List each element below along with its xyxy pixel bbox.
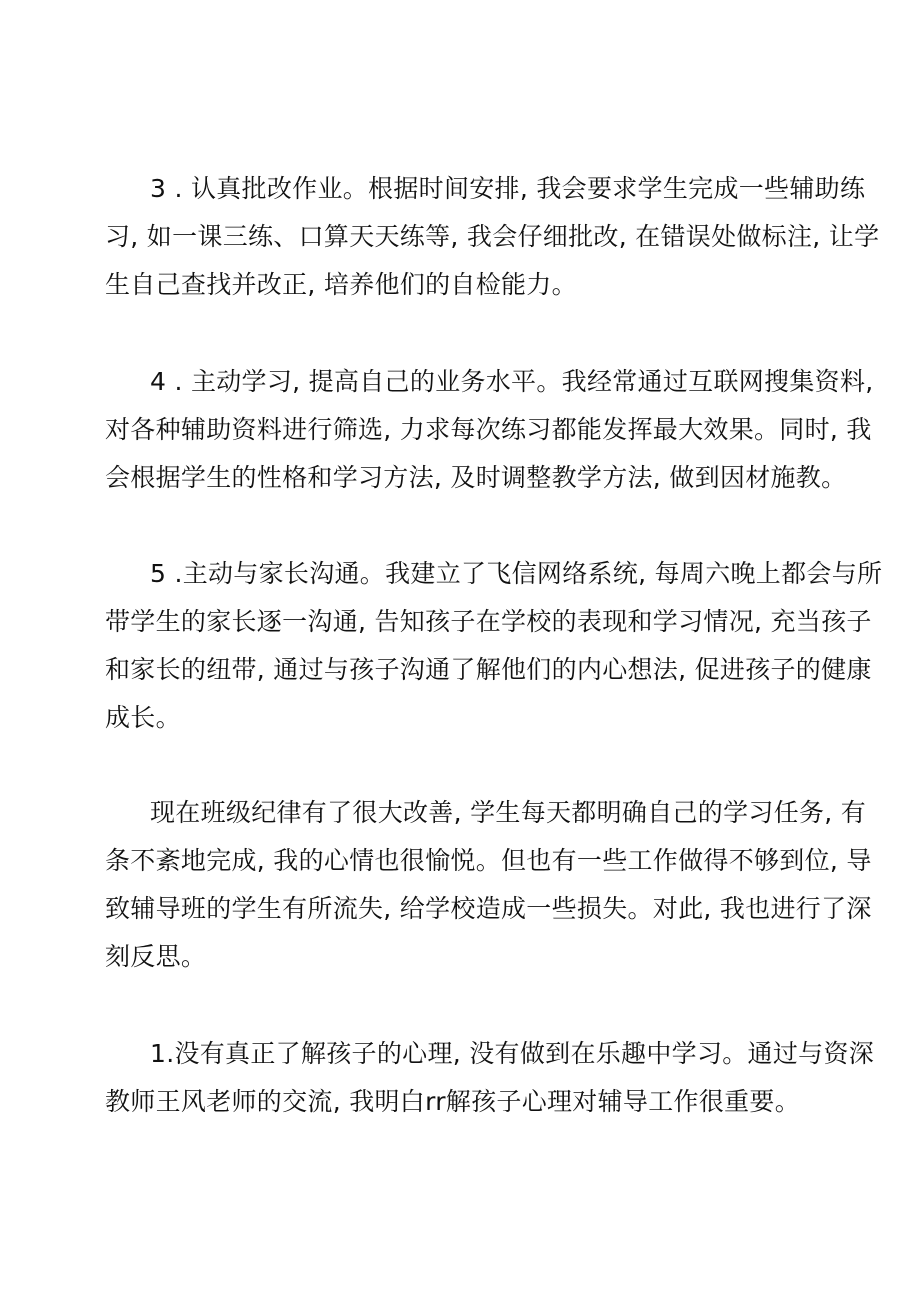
paragraph-line: 习, 如一课三练、口算天天练等, 我会仔细批改, 在错误处做标注, 让学 [105, 222, 880, 251]
paragraph-line: 对各种辅助资料进行筛选, 力求每次练习都能发挥最大效果。同时, 我 [105, 415, 872, 444]
paragraph-line: 和家长的纽带, 通过与孩子沟通了解他们的内心想法, 促进孩子的健康 [105, 655, 872, 684]
paragraph-line: 4 . 主动学习, 提高自己的业务水平。我经常通过互联网搜集资料, [150, 367, 874, 396]
paragraph-line: 刻反思。 [105, 942, 207, 971]
paragraph-line: 生自己查找并改正, 培养他们的自检能力。 [105, 270, 577, 299]
paragraph-line: 致辅导班的学生有所流失, 给学校造成一些损失。对此, 我也进行了深 [105, 894, 872, 923]
paragraph-line: 成长。 [105, 703, 181, 732]
paragraph-line: 1.没有真正了解孩子的心理, 没有做到在乐趣中学习。通过与资深 [150, 1039, 875, 1068]
paragraph-line: 条不紊地完成, 我的心情也很愉悦。但也有一些工作做得不够到位, 导 [105, 846, 872, 875]
paragraph-line: 现在班级纪律有了很大改善, 学生每天都明确自己的学习任务, 有 [150, 798, 867, 827]
paragraph-line: 教师王风老师的交流, 我明白rr解孩子心理对辅导工作很重要。 [105, 1087, 801, 1116]
paragraph-line: 3 . 认真批改作业。根据时间安排, 我会要求学生完成一些辅助练 [150, 174, 866, 203]
paragraph-line: 5 .主动与家长沟通。我建立了飞信网络系统, 每周六晚上都会与所 [150, 559, 883, 588]
paragraph-line: 带学生的家长逐一沟通, 告知孩子在学校的表现和学习情况, 充当孩子 [105, 607, 872, 636]
paragraph-line: 会根据学生的性格和学习方法, 及时调整教学方法, 做到因材施教。 [105, 463, 847, 492]
